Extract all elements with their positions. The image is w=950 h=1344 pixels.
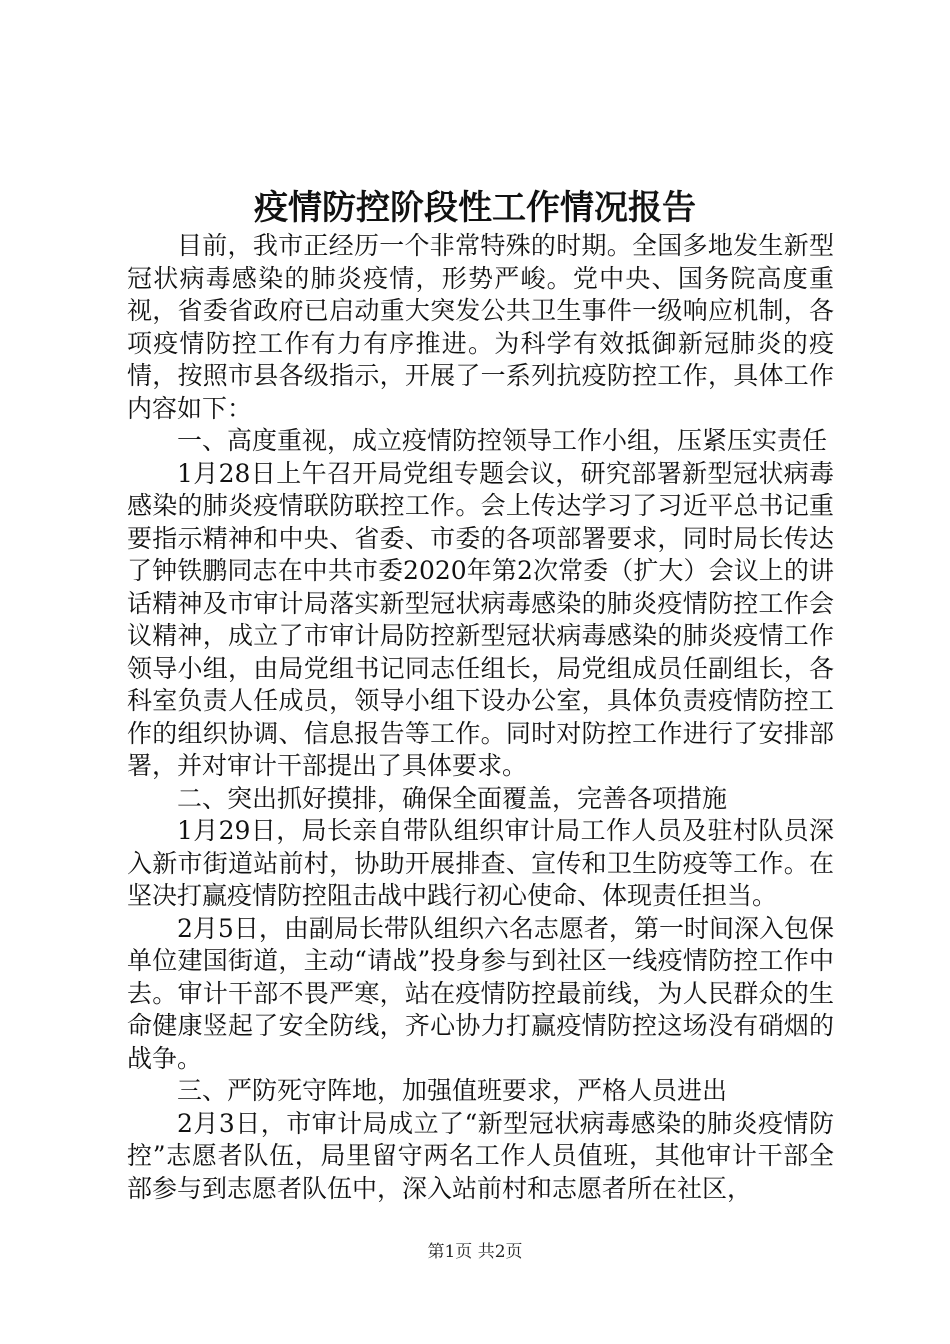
paragraph-section-1: 1月28日上午召开局党组专题会议，研究部署新型冠状病毒感染的肺炎疫情联防联控工作。会上传达学习了习近平总书记重要指示精神和中央、省委、市委的各项部署要求，同时局长传达了钟铁鹏同志在中共市委2020年第2次常委（扩大）会议上的讲话精神及市审计局落实新型冠状病毒感染的肺炎疫情防控工作会议精神，成立了市审计局防控新型冠状病毒感染的肺炎疫情工作领导小组，由局党组书记同志任组长，局党组成员任副组长，各科室负责人任成员，领导小组下设办公室，具体负责疫情防控工作的组织协调、信息报告等工作。同时对防控工作进行了安排部署，并对审计干部提出了具体要求。	[127, 458, 834, 780]
paragraph-section-2b: 2月5日，由副局长带队组织六名志愿者，第一时间深入包保单位建国街道，主动“请战”投身参与到社区一线疫情防控工作中去。审计干部不畏严寒，站在疫情防控最前线，为人民群众的生命健康竖起了安全防线，齐心协力打赢疫情防控这场没有硝烟的战争。	[127, 913, 834, 1073]
section-heading-1: 一、高度重视，成立疫情防控领导工作小组，压紧压实责任	[177, 426, 828, 455]
paragraph-section-3: 2月3日，市审计局成立了“新型冠状病毒感染的肺炎疫情防控”志愿者队伍，局里留守两名工作人员值班，其他审计干部全部参与到志愿者队伍中，深入站前村和志愿者所在社区，	[127, 1108, 834, 1203]
document-body	[127, 230, 834, 1205]
paragraph-section-2a: 1月29日，局长亲自带队组织审计局工作人员及驻村队员深入新市街道站前村，协助开展排查、宣传和卫生防疫等工作。在坚决打赢疫情防控阻击战中践行初心使命、体现责任担当。	[127, 816, 834, 910]
section-heading-2: 二、突出抓好摸排，确保全面覆盖，完善各项措施	[177, 783, 728, 813]
page-footer: 第1页 共2页	[427, 1242, 523, 1262]
paragraph-intro: 目前，我市正经历一个非常特殊的时期。全国多地发生新型冠状病毒感染的肺炎疫情，形势严峻。党中央、国务院高度重视，省委省政府已启动重大突发公共卫生事件一级响应机制，各项疫情防控工作有力有序推进。为科学有效抵御新冠肺炎的疫情，按照市县各级指示，开展了一系列抗疫防控工作，具体工作内容如下：	[127, 231, 834, 423]
section-heading-3: 三、严防死守阵地，加强值班要求，严格人员进出	[177, 1076, 728, 1105]
document-title: 疫情防控阶段性工作情况报告	[254, 188, 696, 228]
